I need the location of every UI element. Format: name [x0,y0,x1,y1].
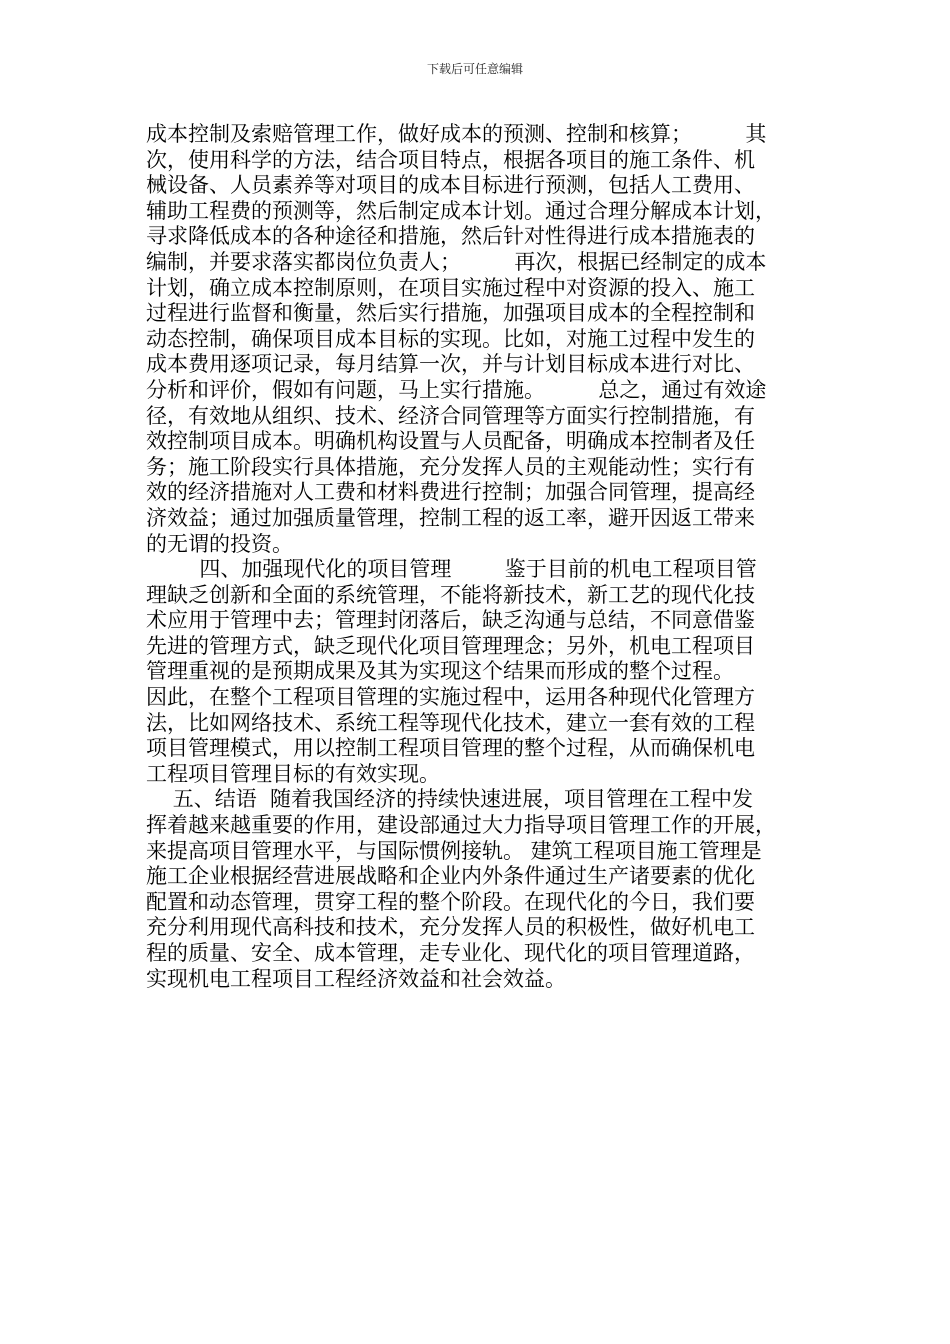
text-line: 动态控制，确保项目成本目标的实现。比如，对施工过程中发生的 [146,326,755,351]
text-line: 分析和评价，假如有问题，马上实行措施。 总之，通过有效途 [146,377,767,402]
text-line: 配置和动态管理，贯穿工程的整个阶段。在现代化的今日，我们要 [146,889,755,914]
text-line: 辅助工程费的预测等，然后制定成本计划。通过合理分解成本计划， [146,198,776,223]
text-line: 务；施工阶段实行具体措施，充分发挥人员的主观能动性；实行有 [146,454,755,479]
text-line: 施工企业根据经营进展战略和企业内外条件通过生产诸要素的优化 [146,864,755,889]
text-line: 理缺乏创新和全面的系统管理，不能将新技术，新工艺的现代化技 [146,582,755,607]
text-line: 因此，在整个工程项目管理的实施过程中，运用各种现代化管理方 [146,685,755,710]
text-line: 过程进行监督和衡量，然后实行措施，加强项目成本的全程控制和 [146,301,755,326]
text-line: 成本费用逐项记录，每月结算一次，并与计划目标成本进行对比、 [146,352,755,377]
text-line: 次，使用科学的方法，结合项目特点，根据各项目的施工条件、机 [146,147,755,172]
text-line: 程的质量、安全、成本管理，走专业化、现代化的项目管理道路， [146,941,755,965]
text-line: 计划，确立成本控制原则，在项目实施过程中对资源的投入、施工 [146,275,755,300]
text-line: 管理重视的是预期成果及其为实现这个结果而形成的整个过程。 [146,659,734,684]
text-line: 法，比如网络技术、系统工程等现代化技术，建立一套有效的工程 [146,710,755,735]
text-line: 先进的管理方式，缺乏现代化项目管理理念；另外，机电工程项目 [146,633,755,658]
text-line: 效的经济措施对人工费和材料费进行控制；加强合同管理，提高经 [146,480,755,505]
section-heading-line: 五、结语 随着我国经济的持续快速进展，项目管理在工程中发 [146,787,754,812]
text-line: 寻求降低成本的各种途径和措施，然后针对性得进行成本措施表的 [146,224,755,249]
text-line: 的无谓的投资。 [146,531,293,556]
text-line: 工程项目管理目标的有效实现。 [146,761,440,786]
text-line: 项目管理模式，用以控制工程项目管理的整个过程，从而确保机电 [146,736,755,761]
text-line: 效控制项目成本。明确机构设置与人员配备，明确成本控制者及任 [146,429,755,454]
section-heading-line: 四、加强现代化的项目管理 鉴于目前的机电工程项目管 [146,557,757,582]
document-body [146,122,810,992]
text-line: 成本控制及索赔管理工作，做好成本的预测、控制和核算； 其 [146,122,767,146]
text-line: 编制，并要求落实都岗位负责人； 再次，根据已经制定的成本 [146,249,767,274]
text-line: 术应用于管理中去；管理封闭落后，缺乏沟通与总结，不同意借鉴 [146,608,755,633]
text-line: 挥着越来越重要的作用，建设部通过大力指导项目管理工作的开展， [146,813,776,838]
page-header: 下载后可任意编辑 [426,62,523,76]
text-line: 实现机电工程项目工程经济效益和社会效益。 [146,966,566,991]
text-line: 径，有效地从组织、技术、经济合同管理等方面实行控制措施，有 [146,403,755,428]
text-line: 充分利用现代高科技和技术，充分发挥人员的积极性，做好机电工 [146,915,755,940]
text-line: 济效益；通过加强质量管理，控制工程的返工率，避开因返工带来 [146,505,755,530]
text-line: 来提高项目管理水平，与国际惯例接轨。 建筑工程项目施工管理是 [146,838,762,863]
text-line: 械设备、人员素养等对项目的成本目标进行预测，包括人工费用、 [146,173,755,198]
